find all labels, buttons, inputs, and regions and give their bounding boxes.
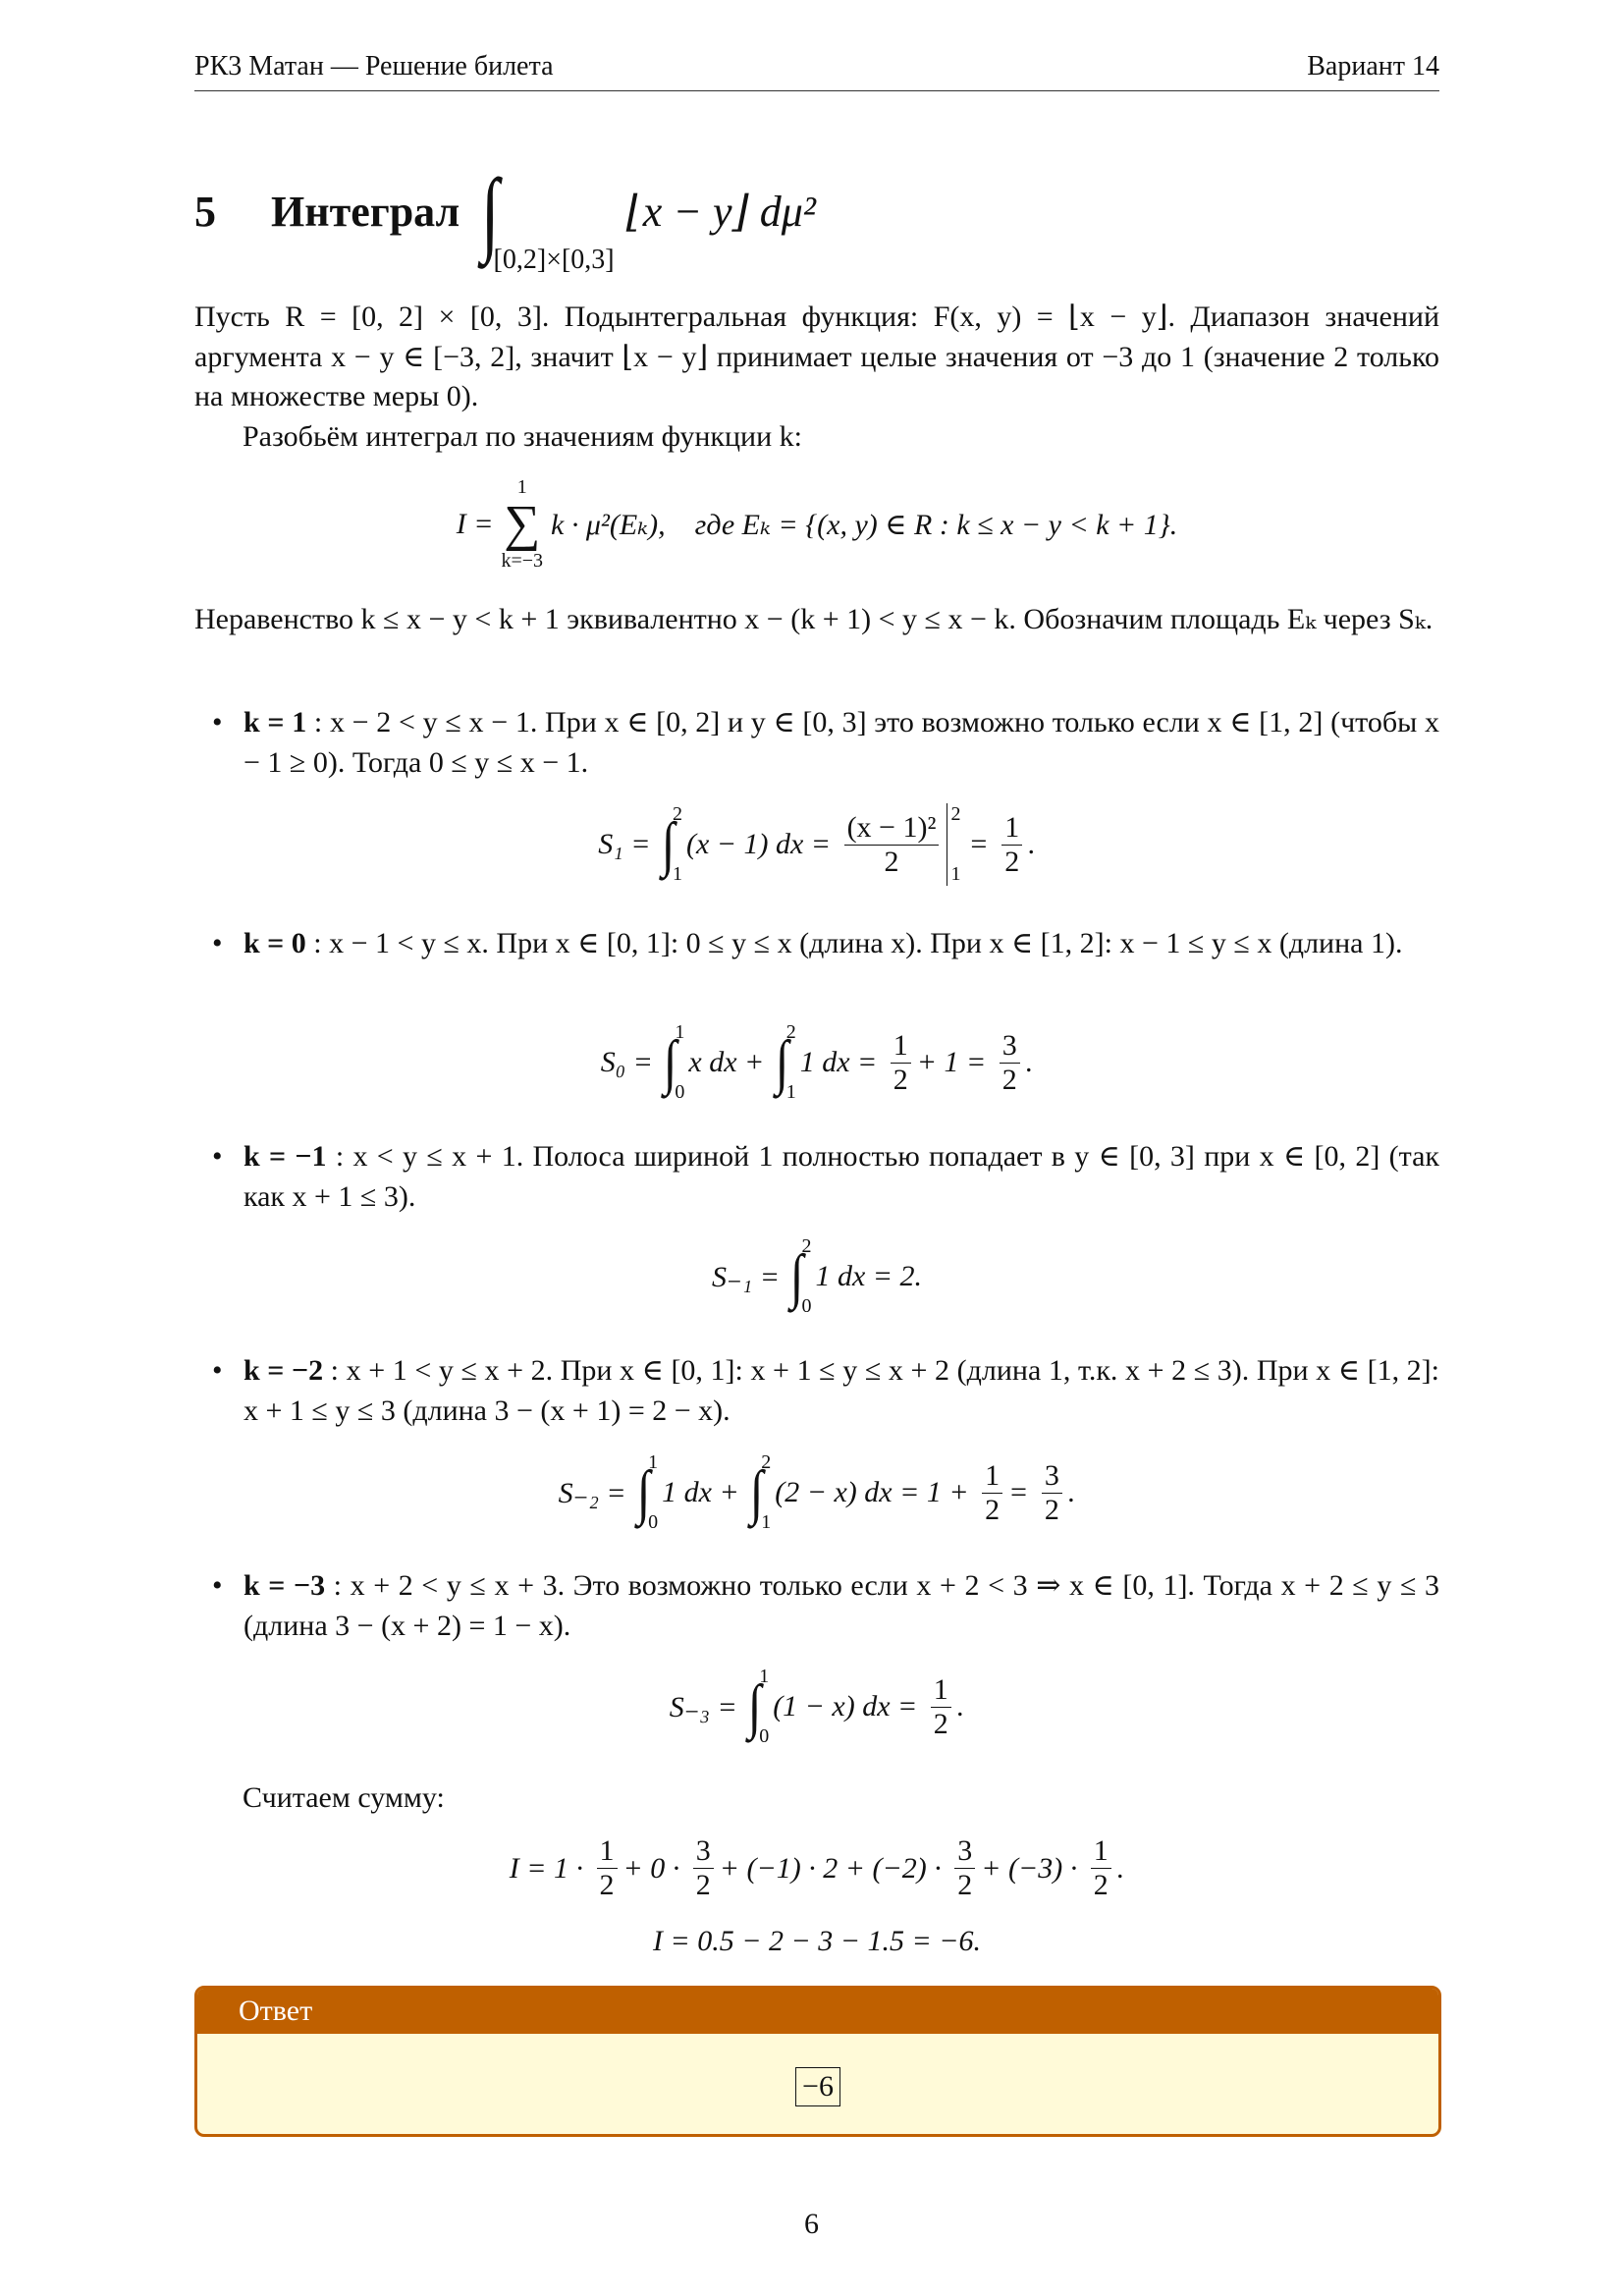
fraction xyxy=(1091,1834,1111,1902)
case-text: : x < y ≤ x + 1. Полоса шириной 1 полностью попадает в y ∈ [0, 3] при x ∈ [0, 2] (так как x + 1 ≤ 3). xyxy=(243,1140,1439,1213)
case-equation xyxy=(194,1666,1439,1748)
sum-equation xyxy=(194,476,1439,573)
denominator: 2 xyxy=(1044,1493,1059,1526)
definite-integral xyxy=(748,1451,771,1534)
running-header-right: Вариант 14 xyxy=(1307,51,1439,82)
upper-limit: 2 xyxy=(672,803,682,825)
fraction xyxy=(891,1029,911,1097)
integrand: ⌊x − y⌋ dμ² xyxy=(625,188,816,236)
integral-icon: ∫ xyxy=(747,1673,762,1740)
lower-limit: 1 xyxy=(950,863,961,885)
eq-text: S₀ = xyxy=(600,1046,661,1078)
eq-text: + 1 = xyxy=(916,1046,994,1078)
integral-domain: [0,2]×[0,3] xyxy=(493,245,615,275)
denominator: 2 xyxy=(599,1869,615,1901)
definite-integral xyxy=(662,1021,684,1104)
case-label: k = −3 xyxy=(243,1569,326,1602)
upper-limit: 2 xyxy=(761,1451,772,1473)
numerator: 1 xyxy=(1001,811,1022,846)
denominator: 2 xyxy=(1001,1063,1017,1096)
definite-integral xyxy=(774,1021,796,1104)
lower-limit: 1 xyxy=(785,1081,796,1103)
fraction xyxy=(844,811,940,879)
lower-limit: 0 xyxy=(648,1511,659,1533)
numerator: 1 xyxy=(931,1673,951,1708)
case-text: : x − 2 < y ≤ x − 1. При x ∈ [0, 2] и y ∈ [0, 3] это возможно только если x ∈ [1, 2] (чтобы x − 1 ≥ 0). Тогда 0 ≤ y ≤ x − 1. xyxy=(243,706,1440,779)
eq-text: x dx + xyxy=(688,1046,772,1078)
sum-label: Считаем сумму: xyxy=(243,1781,445,1814)
denominator: 2 xyxy=(957,1869,973,1901)
lower-limit: 0 xyxy=(675,1081,685,1103)
answer-value: −6 xyxy=(795,2067,840,2106)
eq-text: . xyxy=(1028,828,1036,860)
eq-text: = xyxy=(968,828,997,860)
final-equation-1 xyxy=(194,1834,1439,1902)
definite-integral xyxy=(660,803,682,886)
numerator: 1 xyxy=(1091,1834,1111,1869)
fraction xyxy=(931,1673,951,1741)
section-title: Интеграл xyxy=(271,188,460,236)
denominator: 2 xyxy=(985,1493,1001,1526)
case-item xyxy=(212,1566,1440,1646)
fraction xyxy=(954,1834,975,1902)
heading-integral xyxy=(477,157,816,275)
eq-text: S₋₃ = xyxy=(669,1690,745,1723)
section-heading xyxy=(194,157,816,275)
case-equation xyxy=(194,1451,1439,1534)
lower-limit: 0 xyxy=(801,1295,812,1317)
lower-limit: 1 xyxy=(761,1511,772,1533)
eq-text: S₁ = xyxy=(598,828,658,860)
numerator: 1 xyxy=(597,1834,618,1869)
fraction xyxy=(982,1459,1002,1527)
case-equation xyxy=(194,1235,1439,1318)
integral-icon: ∫ xyxy=(664,1029,677,1096)
bullet-icon: • xyxy=(212,706,223,738)
fraction xyxy=(1042,1459,1062,1527)
eq-text: = xyxy=(1008,1476,1036,1508)
eq-text: (x − 1) dx = xyxy=(685,828,839,860)
numerator: 1 xyxy=(982,1459,1002,1494)
integral-icon: ∫ xyxy=(749,1459,764,1526)
numerator: 3 xyxy=(693,1834,714,1869)
bullet-icon: • xyxy=(212,927,223,959)
denominator: 2 xyxy=(695,1869,711,1901)
evaluation-bar xyxy=(947,803,960,886)
upper-limit: 2 xyxy=(801,1235,812,1257)
case-text: : x − 1 < y ≤ x. При x ∈ [0, 1]: 0 ≤ y ≤ x (длина x). При x ∈ [1, 2]: x − 1 ≤ y ≤ x (длина 1). xyxy=(305,927,1403,959)
denominator: 2 xyxy=(884,845,899,878)
sum-operator xyxy=(501,476,543,573)
case-text: : x + 2 < y ≤ x + 3. Это возможно только если x + 2 < 3 ⇒ x ∈ [0, 1]. Тогда x + 2 ≤ y ≤ 3 (длина 3 − (x + 2) = 1 − x). xyxy=(243,1569,1440,1642)
integral-icon: ∫ xyxy=(775,1029,789,1096)
integral-icon: ∫ xyxy=(636,1459,651,1526)
numerator: 3 xyxy=(1000,1029,1020,1064)
eq-text: 1 dx = 2. xyxy=(815,1260,923,1292)
fraction xyxy=(1001,811,1022,879)
final-equation-2: I = 0.5 − 2 − 3 − 1.5 = −6. xyxy=(653,1925,981,1957)
eq-text: . xyxy=(1025,1046,1034,1078)
eq-text: + (−3) · xyxy=(981,1851,1085,1885)
bullet-icon: • xyxy=(212,1569,223,1602)
definite-integral xyxy=(635,1451,658,1534)
answer-box xyxy=(194,1986,1441,2137)
eq-text: . xyxy=(956,1690,965,1722)
eq-text: . xyxy=(1067,1476,1076,1508)
header-rule xyxy=(194,90,1439,91)
case-equation xyxy=(194,1021,1439,1104)
integral-icon: ∫ xyxy=(661,811,676,878)
denominator: 2 xyxy=(893,1063,908,1096)
eq-text: (1 − x) dx = xyxy=(773,1690,925,1722)
upper-limit: 2 xyxy=(785,1021,796,1043)
sum-lhs: I = xyxy=(456,508,494,540)
case-item xyxy=(212,924,1439,964)
denominator: 2 xyxy=(1004,845,1020,878)
upper-limit: 1 xyxy=(648,1451,659,1473)
case-label: k = −1 xyxy=(243,1140,327,1173)
lower-limit: 0 xyxy=(759,1725,770,1747)
fraction xyxy=(1000,1029,1020,1097)
case-label: k = 0 xyxy=(243,927,306,959)
eq-text: + (−1) · 2 + (−2) · xyxy=(719,1851,949,1885)
integral-icon: ∫ xyxy=(790,1243,804,1310)
case-text: : x + 1 < y ≤ x + 2. При x ∈ [0, 1]: x + 1 ≤ y ≤ x + 2 (длина 1, т.к. x + 2 ≤ 3). При x ∈ [1, 2]: x + 1 ≤ y ≤ 3 (длина 3 − (x + 1) = 2 − x). xyxy=(243,1354,1440,1427)
eq-text: 1 dx + xyxy=(662,1476,747,1508)
eq-text: S₋₂ = xyxy=(558,1476,634,1509)
split-paragraph: Разобьём интеграл по значениям функции k: xyxy=(243,420,802,453)
eq-text: 1 dx = xyxy=(799,1046,885,1078)
upper-limit: 1 xyxy=(675,1021,685,1043)
sum-upper: 1 xyxy=(516,476,527,498)
denominator: 2 xyxy=(1093,1869,1109,1901)
case-item xyxy=(212,703,1440,783)
eq-text: + 0 · xyxy=(622,1851,687,1885)
eq-text: I = 1 · xyxy=(509,1851,591,1885)
case-item xyxy=(212,1137,1439,1217)
denominator: 2 xyxy=(933,1707,948,1740)
section-number: 5 xyxy=(194,188,216,236)
case-equation xyxy=(194,803,1439,886)
sum-body: k · μ²(Eₖ), где Eₖ = {(x, y) ∈ R : k ≤ x − y < k + 1}. xyxy=(551,508,1178,541)
eq-text: (2 − x) dx = 1 + xyxy=(775,1476,977,1508)
fraction xyxy=(693,1834,714,1902)
definite-integral xyxy=(788,1235,811,1318)
bullet-icon: • xyxy=(212,1140,223,1173)
definite-integral xyxy=(746,1666,769,1748)
sum-lower: k=−3 xyxy=(501,550,543,572)
case-label: k = −2 xyxy=(243,1354,324,1387)
fraction xyxy=(597,1834,618,1902)
running-header-left: РК3 Матан — Решение билета xyxy=(194,51,554,82)
eval-limits xyxy=(950,803,960,886)
page-number: 6 xyxy=(804,2208,819,2240)
lower-limit: 1 xyxy=(672,863,682,885)
numerator: 1 xyxy=(891,1029,911,1064)
integral-sign: ∫ xyxy=(481,159,500,264)
bullet-icon: • xyxy=(212,1354,223,1387)
eq-text: S₋₁ = xyxy=(711,1260,787,1293)
upper-limit: 2 xyxy=(950,803,961,825)
sigma-icon: ∑ xyxy=(504,496,541,552)
case-item xyxy=(212,1351,1440,1431)
numerator: (x − 1)² xyxy=(844,811,940,846)
intro-paragraph: Пусть R = [0, 2] × [0, 3]. Подынтегральная функция: F(x, y) = ⌊x − y⌋. Диапазон значений аргумента x − y ∈ [−3, 2], значит ⌊x − y⌋ принимает целые значения от −3 до 1 (значение 2 только на множестве меры 0). xyxy=(194,301,1439,412)
eq-text: . xyxy=(1116,1851,1125,1885)
numerator: 3 xyxy=(954,1834,975,1869)
answer-title: Ответ xyxy=(197,1989,1438,2034)
case-label: k = 1 xyxy=(243,706,307,738)
numerator: 3 xyxy=(1042,1459,1062,1494)
upper-limit: 1 xyxy=(759,1666,770,1687)
inequality-paragraph: Неравенство k ≤ x − y < k + 1 эквивалентно x − (k + 1) < y ≤ x − k. Обозначим площадь Eₖ через Sₖ. xyxy=(194,603,1434,635)
